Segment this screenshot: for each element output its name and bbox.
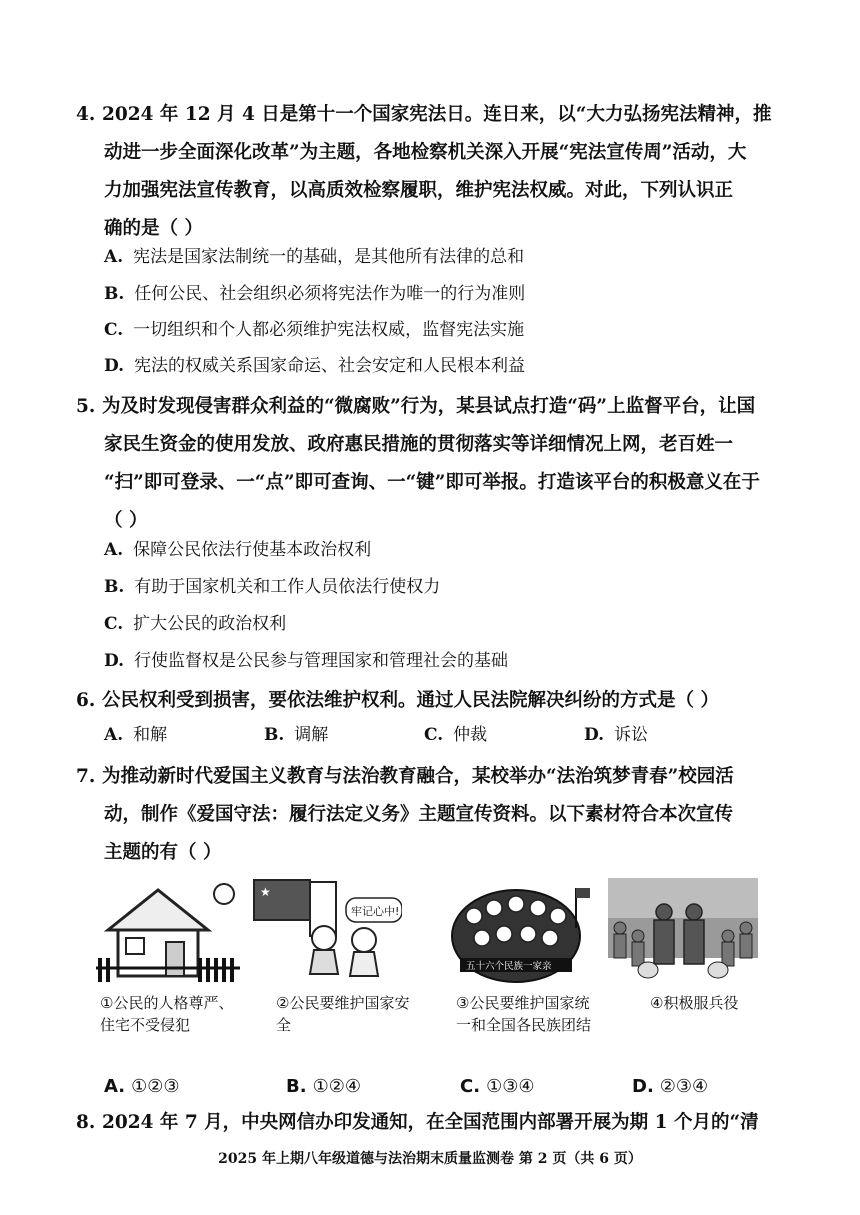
picture-caption: ①公民的人格尊严、住宅不受侵犯 (100, 994, 234, 1034)
option-b: B. 有助于国家机关和工作人员依法行使权力 (104, 577, 441, 597)
question-6 (76, 682, 788, 720)
question-text-line: 为及时发现侵害群众利益的“微腐败”行为，某县试点打造“码”上监督平台，让国 (102, 396, 756, 417)
question-text-line: 2024 年 7 月，中央网信办印发通知，在全国范围内部署开展为期 1 个月的“清 (102, 1112, 759, 1133)
option-c: C. 一切组织和个人都必须维护宪法权威，监督宪法实施 (104, 320, 525, 340)
option-b: B. ①②④ (286, 1076, 361, 1097)
ethnic-unity-icon (446, 878, 596, 986)
question-text-line: 家民生资金的使用发放、政府惠民措施的贯彻落实等详细情况上网，老百姓一 (104, 434, 734, 455)
question-number: 8. (76, 1112, 96, 1133)
picture-caption: ③公民要维护国家统一和全国各民族团结 (456, 994, 592, 1034)
question-text-line: 2024 年 12 月 4 日是第十一个国家宪法日。连日来，以“大力弘扬宪法精神，推 (102, 104, 772, 125)
picture-caption: ④积极服兵役 (650, 994, 739, 1012)
house-icon (96, 878, 246, 986)
option-a: A. ①②③ (104, 1076, 180, 1097)
question-8 (76, 1104, 788, 1142)
question-text-line: 动进一步全面深化改革”为主题，各地检察机关深入开展“宪法宣传周”活动，大 (104, 142, 747, 163)
question-text-line: 公民权利受到损害，要依法维护权利。通过人民法院解决纠纷的方式是（ ） (102, 690, 719, 711)
option-b: B. 任何公民、社会组织必须将宪法作为唯一的行为准则 (104, 284, 526, 304)
page-footer: 2025 年上期八年级道德与法治期末质量监测卷 第 2 页（共 6 页） (218, 1151, 642, 1167)
option-c: C. ①③④ (460, 1076, 535, 1097)
question-7 (76, 758, 788, 872)
option-c: C. 仲裁 (424, 725, 488, 745)
question-text-line: 主题的有（ ） (104, 842, 222, 863)
children-flag-icon (252, 878, 402, 986)
option-a: A. 和解 (104, 725, 168, 745)
option-d: D. 宪法的权威关系国家命运、社会安定和人民根本利益 (104, 356, 526, 376)
banner-text: 五十六个民族一家亲 (466, 961, 552, 972)
options-row (104, 720, 744, 750)
question-text-line: “扫”即可登录、一“点”即可查询、一“键”即可举报。打造该平台的积极意义在于 (104, 472, 760, 493)
option-d: D. 诉讼 (584, 725, 649, 745)
option-c: C. 扩大公民的政治权利 (104, 614, 287, 634)
option-d: D. 行使监督权是公民参与管理国家和管理社会的基础 (104, 651, 509, 671)
question-text-line: （ ） (104, 510, 148, 531)
picture-caption: ②公民要维护国家安全 (276, 994, 410, 1034)
question-4 (76, 96, 788, 248)
question-5 (76, 388, 788, 540)
question-number: 5. (76, 396, 96, 417)
question-text-line: 力加强宪法宣传教育，以高质效检察履职，维护宪法权威。对此，下列认识正 (104, 180, 734, 201)
question-text-line: 动，制作《爱国守法：履行法定义务》主题宣传资料。以下素材符合本次宣传 (104, 804, 734, 825)
question-text-line: 为推动新时代爱国主义教育与法治教育融合，某校举办“法治筑梦青春”校园活 (102, 766, 734, 787)
option-b: B. 调解 (264, 725, 329, 745)
option-a: A. 宪法是国家法制统一的基础，是其他所有法律的总和 (104, 247, 525, 267)
question-number: 4. (76, 104, 96, 125)
question-text-line: 确的是（ ） (104, 218, 203, 239)
option-d: D. ②③④ (632, 1076, 709, 1097)
svg-text:★: ★ (260, 885, 271, 899)
question-number: 7. (76, 766, 96, 787)
soldiers-icon (608, 878, 758, 986)
option-a: A. 保障公民依法行使基本政治权利 (104, 540, 372, 560)
speech-bubble-text: 牢记心中! (351, 905, 400, 918)
question-number: 6. (76, 690, 96, 711)
